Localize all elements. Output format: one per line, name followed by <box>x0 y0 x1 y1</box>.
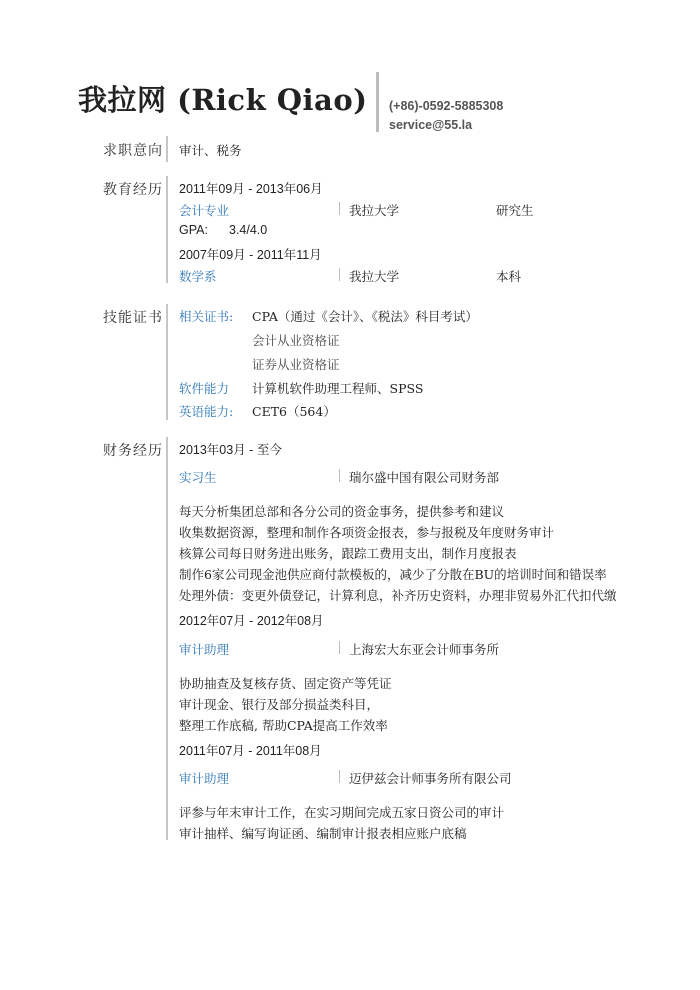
education-degree: 研究生 <box>496 203 534 218</box>
phone-number: (+86)-0592-5885308 <box>389 99 504 113</box>
section-divider <box>166 304 168 420</box>
column-separator <box>339 469 340 482</box>
job-role: 审计助理 <box>179 642 230 657</box>
section-divider <box>166 136 168 162</box>
job-role: 实习生 <box>179 470 217 485</box>
education-school: 我拉大学 <box>349 269 400 284</box>
resume-name: 我拉网 (Rick Qiao) <box>78 83 368 117</box>
job-period: 2012年07月 - 2012年08月 <box>179 614 324 628</box>
job-duty: 评参与年末审计工作，在实习期间完成五家日资公司的审计 <box>179 805 505 820</box>
job-duty: 整理工作底稿, 帮助CPA提高工作效率 <box>179 718 388 733</box>
cert-label: 相关证书: <box>179 309 234 324</box>
section-title-objective: 求职意向 <box>103 143 163 159</box>
column-separator <box>339 770 340 783</box>
column-separator <box>339 268 340 281</box>
objective-value: 审计、税务 <box>179 143 242 158</box>
education-period: 2007年09月 - 2011年11月 <box>179 248 322 262</box>
job-company: 瑞尔盛中国有限公司财务部 <box>349 470 500 485</box>
job-period: 2011年07月 - 2011年08月 <box>179 744 322 758</box>
job-role: 审计助理 <box>179 771 230 786</box>
section-title-experience: 财务经历 <box>103 443 163 459</box>
job-duty: 处理外债：变更外债登记，计算利息，补齐历史资料，办理非贸易外汇代扣代缴 <box>179 588 617 603</box>
education-period: 2011年09月 - 2013年06月 <box>179 182 323 196</box>
cert-item: 证券从业资格证 <box>252 357 340 372</box>
job-period: 2013年03月 - 至今 <box>179 443 282 457</box>
job-duty: 审计抽样、编写询证函、编制审计报表相应账户底稿 <box>179 826 467 841</box>
column-separator <box>339 202 340 215</box>
job-duty: 核算公司每日财务进出账务，跟踪工费用支出，制作月度报表 <box>179 546 517 561</box>
software-label: 软件能力 <box>179 381 230 396</box>
job-duty: 每天分析集团总部和各分公司的资金事务，提供参考和建议 <box>179 504 505 519</box>
english-value: CET6（564） <box>252 404 336 419</box>
job-duty: 制作6家公司现金池供应商付款模板的，减少了分散在BU的培训时间和错误率 <box>179 567 607 582</box>
education-major: 会计专业 <box>179 203 230 218</box>
job-duty: 收集数据资源，整理和制作各项资金报表，参与报税及年度财务审计 <box>179 525 555 540</box>
gpa-value: 3.4/4.0 <box>229 223 268 237</box>
gpa-label: GPA: <box>179 223 208 237</box>
education-degree: 本科 <box>496 269 522 284</box>
job-company: 上海宏大东亚会计师事务所 <box>349 642 500 657</box>
software-value: 计算机软件助理工程师、SPSS <box>252 381 424 396</box>
column-separator <box>339 641 340 654</box>
education-major: 数学系 <box>179 269 217 284</box>
header-divider <box>376 72 379 132</box>
section-divider <box>166 176 168 283</box>
education-school: 我拉大学 <box>349 203 400 218</box>
section-title-skills: 技能证书 <box>103 310 163 326</box>
section-divider <box>166 437 168 840</box>
cert-item: CPA（通过《会计》、《税法》科目考试） <box>252 309 478 324</box>
job-company: 迈伊兹会计师事务所有限公司 <box>349 771 512 786</box>
english-label: 英语能力: <box>179 404 234 419</box>
job-duty: 协助抽查及复核存货、固定资产等凭证 <box>179 676 392 691</box>
email-address: service@55.la <box>389 118 473 132</box>
cert-item: 会计从业资格证 <box>252 333 340 348</box>
section-title-education: 教育经历 <box>103 182 163 198</box>
job-duty: 审计现金、银行及部分损益类科目， <box>179 697 380 712</box>
